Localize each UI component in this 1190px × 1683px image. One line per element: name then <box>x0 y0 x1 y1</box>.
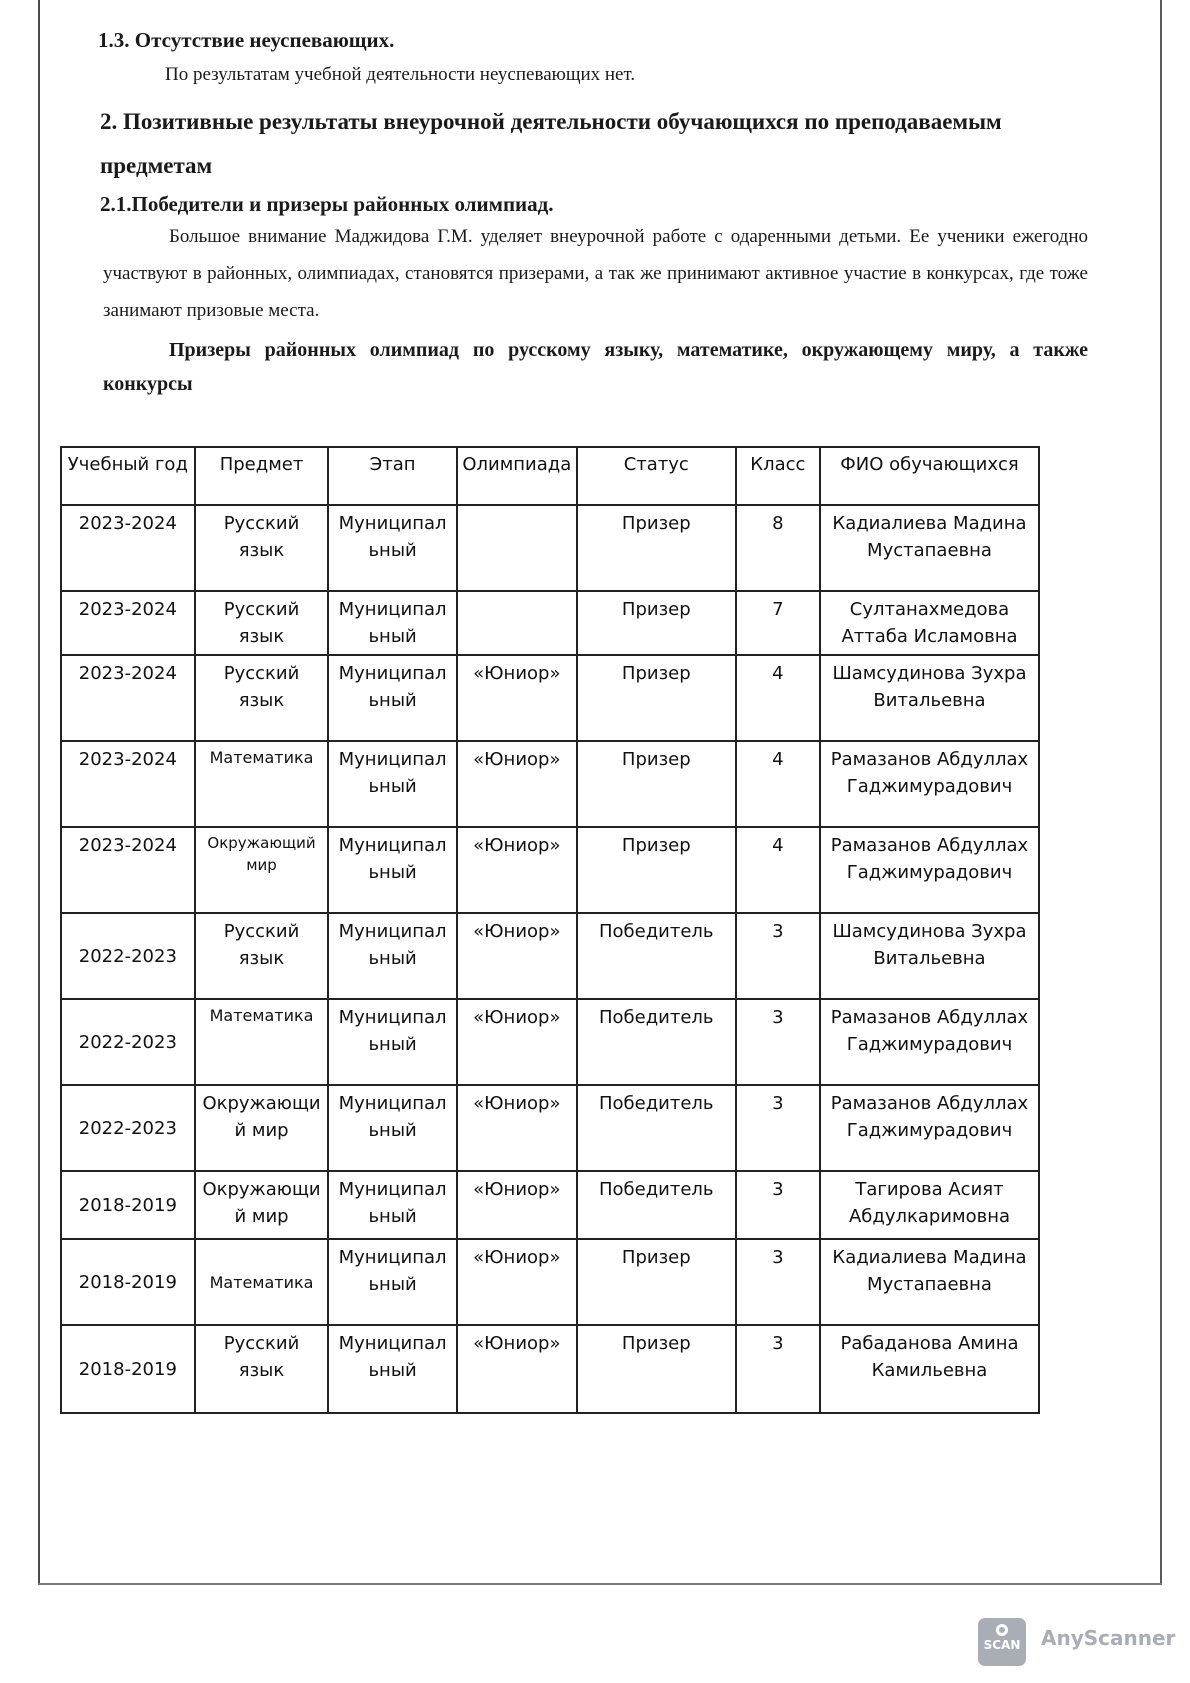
cell-grade: 4 <box>736 741 820 827</box>
cell-name: Шамсудинова Зухра Витальевна <box>820 913 1039 999</box>
cell-subject: Окружающий мир <box>195 1085 329 1171</box>
results-table <box>60 446 1040 1414</box>
cell-olympiad: «Юниор» <box>457 1239 577 1325</box>
cell-status: Призер <box>577 741 736 827</box>
table-row <box>61 1171 1039 1239</box>
cell-year: 2022-2023 <box>61 913 195 999</box>
cell-status: Призер <box>577 591 736 655</box>
cell-olympiad: «Юниор» <box>457 827 577 913</box>
cell-status: Победитель <box>577 913 736 999</box>
cell-grade: 3 <box>736 1085 820 1171</box>
cell-status: Призер <box>577 1239 736 1325</box>
header-status: Статус <box>577 447 736 505</box>
cell-name: Рамазанов Абдуллах Гаджимурадович <box>820 999 1039 1085</box>
cell-olympiad: «Юниор» <box>457 741 577 827</box>
header-stage: Этап <box>328 447 456 505</box>
cell-year: 2022-2023 <box>61 999 195 1085</box>
cell-name: Кадиалиева Мадина Мустапаевна <box>820 505 1039 591</box>
cell-stage: Муниципальный <box>328 999 456 1085</box>
table-row <box>61 999 1039 1085</box>
cell-stage: Муниципальный <box>328 741 456 827</box>
section-2-heading: 2. Позитивные результаты внеурочной деятельности обучающихся по преподаваемым предметам <box>100 109 1002 178</box>
section-2-1-heading: 2.1.Победители и призеры районных олимпиад. <box>100 192 554 216</box>
table-row <box>61 1239 1039 1325</box>
cell-status: Победитель <box>577 999 736 1085</box>
cell-status: Призер <box>577 505 736 591</box>
cell-name: Рабаданова Амина Камильевна <box>820 1325 1039 1413</box>
header-grade: Класс <box>736 447 820 505</box>
cell-grade: 3 <box>736 1171 820 1239</box>
header-name: ФИО обучающихся <box>820 447 1039 505</box>
cell-subject: Окружающий мир <box>195 1171 329 1239</box>
cell-subject: Русский язык <box>195 591 329 655</box>
anyscanner-logo-icon <box>978 1618 1026 1666</box>
table-row <box>61 505 1039 591</box>
table-header-row <box>61 447 1039 505</box>
cell-olympiad: «Юниор» <box>457 1085 577 1171</box>
header-subject: Предмет <box>195 447 329 505</box>
cell-name: Рамазанов Абдуллах Гаджимурадович <box>820 827 1039 913</box>
cell-olympiad: «Юниор» <box>457 1171 577 1239</box>
section-1-3-heading: 1.3. Отсутствие неуспевающих. <box>98 28 395 52</box>
cell-stage: Муниципальный <box>328 1239 456 1325</box>
cell-status: Призер <box>577 827 736 913</box>
cell-stage: Муниципальный <box>328 1171 456 1239</box>
table-row <box>61 913 1039 999</box>
table-row <box>61 1085 1039 1171</box>
cell-olympiad: «Юниор» <box>457 1325 577 1413</box>
scan-border-left <box>38 0 40 1585</box>
section-2-1-text: Большое внимание Маджидова Г.М. уделяет внеурочной работе с одаренными детьми. Ее ученики ежегодно участвуют в районных, олимпиадах, становятся призерами, а так же принимают активное участие в конкурсах, где тоже занимают призовые места. <box>103 226 1088 321</box>
header-olympiad: Олимпиада <box>457 447 577 505</box>
cell-status: Победитель <box>577 1171 736 1239</box>
cell-subject: Математика <box>195 999 329 1085</box>
cell-subject: Русский язык <box>195 505 329 591</box>
cell-stage: Муниципальный <box>328 913 456 999</box>
cell-name: Тагирова Асият Абдулкаримовна <box>820 1171 1039 1239</box>
cell-grade: 3 <box>736 999 820 1085</box>
cell-year: 2018-2019 <box>61 1325 195 1413</box>
cell-year: 2022-2023 <box>61 1085 195 1171</box>
cell-name: Шамсудинова Зухра Витальевна <box>820 655 1039 741</box>
header-year: Учебный год <box>61 447 195 505</box>
logo-label: SCAN <box>983 1638 1021 1652</box>
cell-grade: 3 <box>736 913 820 999</box>
cell-year: 2023-2024 <box>61 591 195 655</box>
cell-status: Победитель <box>577 1085 736 1171</box>
cell-stage: Муниципальный <box>328 827 456 913</box>
cell-olympiad: «Юниор» <box>457 655 577 741</box>
cell-grade: 4 <box>736 827 820 913</box>
cell-olympiad: «Юниор» <box>457 913 577 999</box>
table-row <box>61 827 1039 913</box>
cell-subject: Русский язык <box>195 1325 329 1413</box>
table-row <box>61 655 1039 741</box>
cell-year: 2018-2019 <box>61 1171 195 1239</box>
cell-name: Рамазанов Абдуллах Гаджимурадович <box>820 741 1039 827</box>
cell-grade: 8 <box>736 505 820 591</box>
cell-name: Рамазанов Абдуллах Гаджимурадович <box>820 1085 1039 1171</box>
cell-year: 2018-2019 <box>61 1239 195 1325</box>
table-row <box>61 591 1039 655</box>
cell-name: Кадиалиева Мадина Мустапаевна <box>820 1239 1039 1325</box>
table-caption: Призеры районных олимпиад по русскому языку, математике, окружающему миру, а также конкурсы <box>103 339 1088 395</box>
cell-olympiad <box>457 591 577 655</box>
cell-stage: Муниципальный <box>328 505 456 591</box>
scan-ring-icon <box>996 1624 1008 1636</box>
cell-stage: Муниципальный <box>328 655 456 741</box>
cell-subject: Математика <box>195 1239 329 1325</box>
cell-stage: Муниципальный <box>328 591 456 655</box>
section-1-3-text: По результатам учебной деятельности неуспевающих нет. <box>165 64 636 85</box>
cell-year: 2023-2024 <box>61 827 195 913</box>
scan-border-bottom <box>38 1583 1162 1585</box>
cell-olympiad: «Юниор» <box>457 999 577 1085</box>
cell-subject: Математика <box>195 741 329 827</box>
scan-border-right <box>1160 0 1162 1585</box>
cell-subject: Русский язык <box>195 913 329 999</box>
cell-subject: Русский язык <box>195 655 329 741</box>
cell-status: Призер <box>577 1325 736 1413</box>
table-row <box>61 741 1039 827</box>
cell-grade: 4 <box>736 655 820 741</box>
cell-year: 2023-2024 <box>61 741 195 827</box>
cell-name: Султанахмедова Аттаба Исламовна <box>820 591 1039 655</box>
cell-subject: Окружающий мир <box>195 827 329 913</box>
cell-year: 2023-2024 <box>61 505 195 591</box>
cell-olympiad <box>457 505 577 591</box>
cell-stage: Муниципальный <box>328 1085 456 1171</box>
table-row <box>61 1325 1039 1413</box>
cell-grade: 3 <box>736 1239 820 1325</box>
cell-stage: Муниципальный <box>328 1325 456 1413</box>
cell-grade: 3 <box>736 1325 820 1413</box>
anyscanner-watermark: AnyScanner <box>1041 1626 1176 1650</box>
cell-grade: 7 <box>736 591 820 655</box>
cell-year: 2023-2024 <box>61 655 195 741</box>
cell-status: Призер <box>577 655 736 741</box>
